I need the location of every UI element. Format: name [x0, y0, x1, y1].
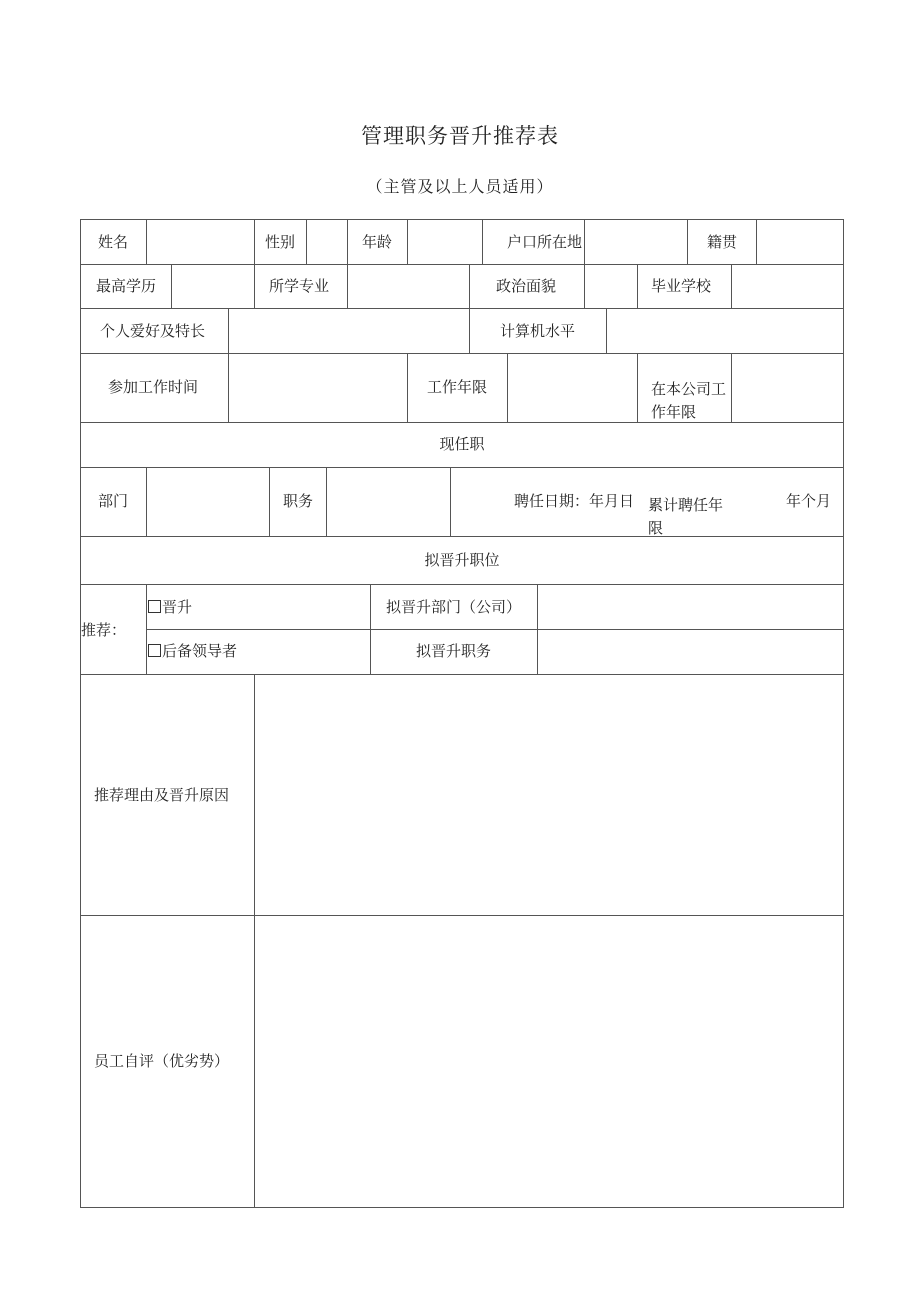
cell-divider	[584, 264, 585, 308]
label-name: 姓名	[98, 233, 129, 251]
option-promote-label: 晋升	[162, 598, 193, 616]
option-reserve-leader-label: 后备领导者	[162, 642, 238, 660]
promotion-form-table	[80, 219, 844, 1208]
row-divider	[80, 467, 844, 468]
label-company-years: 在本公司工作年限	[651, 380, 727, 421]
label-work-years: 工作年限	[427, 378, 488, 396]
label-hobby: 个人爱好及特长	[100, 322, 206, 340]
label-gender: 性别	[265, 233, 296, 251]
cell-divider	[756, 219, 757, 264]
row-divider	[80, 674, 844, 675]
label-proposed-position: 拟晋升职务	[416, 642, 492, 660]
label-department: 部门	[98, 492, 129, 510]
cell-divider	[228, 308, 229, 353]
row-divider	[80, 264, 844, 265]
row-divider	[80, 915, 844, 916]
label-position: 职务	[283, 492, 314, 510]
cell-divider	[326, 467, 327, 536]
checkbox-icon[interactable]	[148, 600, 161, 613]
table-border-bottom	[80, 1207, 844, 1208]
cell-divider	[146, 584, 147, 674]
label-native-place: 籍贯	[707, 233, 738, 251]
label-proposed-department: 拟晋升部门（公司）	[386, 598, 522, 616]
cell-divider	[146, 219, 147, 264]
label-education: 最高学历	[96, 277, 157, 295]
cell-divider	[537, 584, 538, 674]
label-political-status: 政治面貌	[496, 277, 557, 295]
label-recommend-reason: 推荐理由及晋升原因	[94, 786, 230, 804]
cell-divider	[347, 219, 348, 264]
label-self-evaluation: 员工自评（优劣势）	[94, 1052, 230, 1070]
cell-divider	[482, 219, 483, 264]
label-major: 所学专业	[269, 277, 330, 295]
cell-divider	[269, 467, 270, 536]
option-reserve-leader[interactable]	[148, 640, 237, 662]
cell-divider	[228, 353, 229, 422]
cell-divider	[507, 353, 508, 422]
table-border-top	[80, 219, 844, 220]
cell-divider	[254, 219, 255, 264]
cell-divider	[370, 584, 371, 674]
cell-divider	[637, 353, 638, 422]
label-computer-level: 计算机水平	[500, 322, 576, 340]
cell-divider	[254, 264, 255, 308]
cell-divider	[347, 264, 348, 308]
table-border-right	[843, 219, 844, 1208]
cell-divider	[407, 353, 408, 422]
label-total-years: 累计聘任年限	[648, 496, 724, 537]
checkbox-icon[interactable]	[148, 644, 161, 657]
cell-divider	[469, 308, 470, 353]
row-divider	[80, 422, 844, 423]
label-age: 年龄	[362, 233, 393, 251]
cell-divider	[584, 219, 585, 264]
section-current-position: 现任职	[439, 435, 485, 453]
form-title: 管理职务晋升推荐表	[361, 124, 559, 148]
option-promote[interactable]	[148, 596, 192, 618]
label-recommend: 推荐：	[81, 621, 127, 639]
table-border-left	[80, 219, 81, 1208]
cell-divider	[637, 264, 638, 308]
cell-divider	[146, 467, 147, 536]
row-divider	[80, 353, 844, 354]
cell-divider	[171, 264, 172, 308]
section-proposed-position: 拟晋升职位	[424, 551, 500, 569]
form-subtitle: （主管及以上人员适用）	[366, 177, 554, 196]
cell-divider	[687, 219, 688, 264]
cell-divider	[450, 467, 451, 536]
label-appoint-date: 聘任日期：年月日	[514, 492, 635, 510]
label-years-months: 年个月	[786, 492, 832, 510]
cell-divider	[407, 219, 408, 264]
cell-divider	[306, 219, 307, 264]
row-divider	[80, 536, 844, 537]
label-start-work-time: 参加工作时间	[108, 378, 199, 396]
cell-divider	[731, 264, 732, 308]
label-school: 毕业学校	[651, 277, 712, 295]
label-hukou: 户口所在地	[507, 233, 583, 251]
cell-divider	[254, 674, 255, 1208]
cell-divider	[731, 353, 732, 422]
cell-divider	[469, 264, 470, 308]
row-divider	[80, 308, 844, 309]
row-divider	[146, 629, 844, 630]
cell-divider	[606, 308, 607, 353]
row-divider	[80, 584, 844, 585]
